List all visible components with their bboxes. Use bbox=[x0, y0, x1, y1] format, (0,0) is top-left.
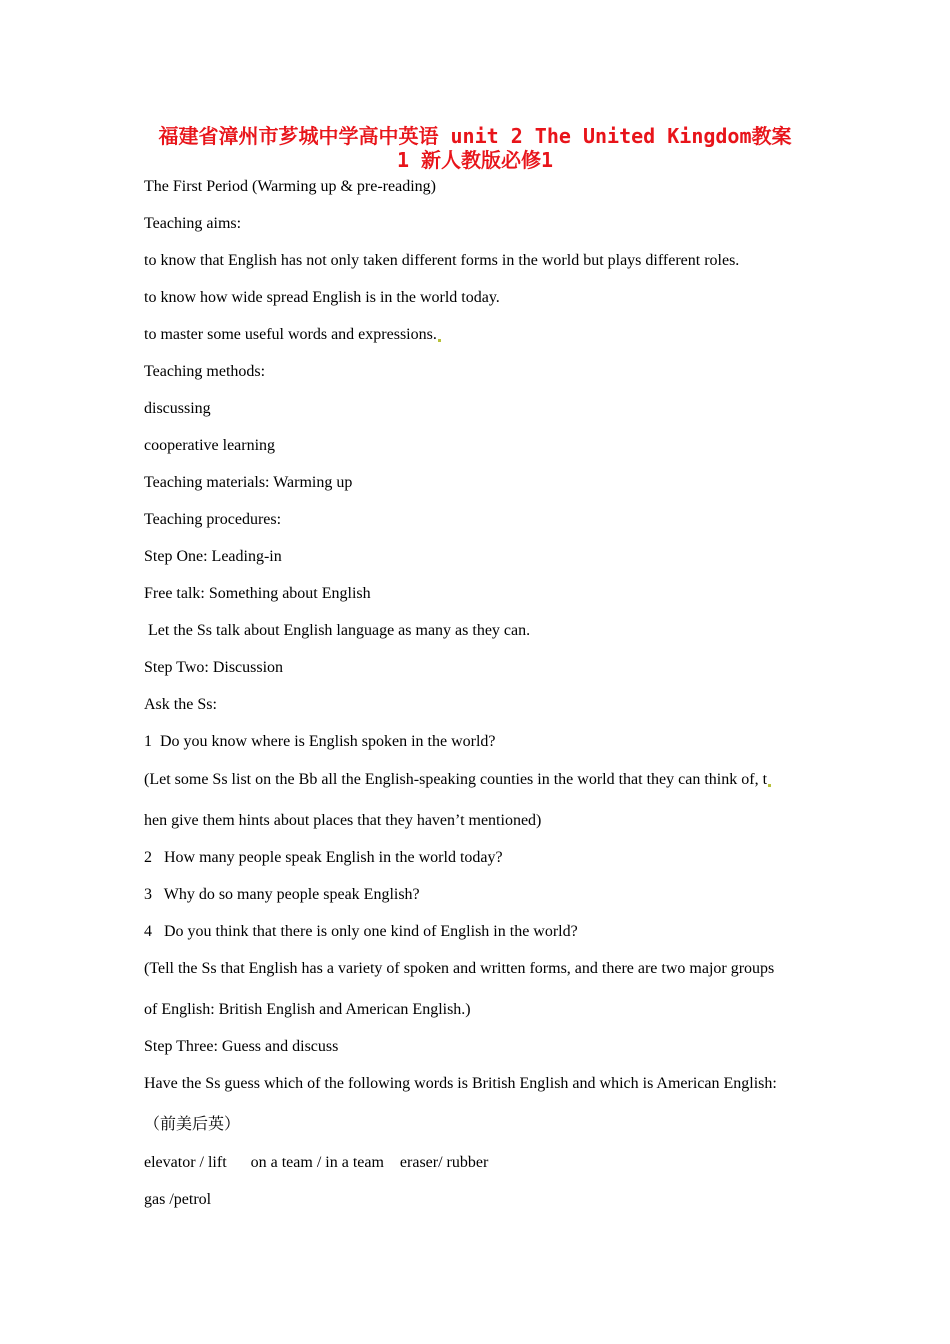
document-title-line-2: 1 新人教版必修1 bbox=[396, 148, 554, 172]
marker-dot bbox=[438, 339, 441, 342]
aim-item-2: to know how wide spread English is in the world today. bbox=[144, 289, 500, 306]
question-1: 1 Do you know where is English spoken in the world? bbox=[144, 733, 496, 750]
free-talk-instruction: Let the Ss talk about English language as many as they can. bbox=[144, 622, 531, 639]
teaching-materials: Teaching materials: Warming up bbox=[144, 474, 353, 491]
question-1-note-line-1-text: (Let some Ss list on the Bb all the English-speaking counties in the world that they can think of, t bbox=[144, 771, 768, 788]
question-4-note-line-1: (Tell the Ss that English has a variety of spoken and written forms, and there are two major groups bbox=[144, 960, 775, 977]
step-three-heading: Step Three: Guess and discuss bbox=[144, 1038, 339, 1055]
step-one-heading: Step One: Leading-in bbox=[144, 548, 282, 565]
word-pairs-row-1: elevator / lift on a team / in a team eraser/ rubber bbox=[144, 1154, 489, 1171]
aim-item-3 bbox=[144, 325, 442, 345]
period-heading: The First Period (Warming up & pre-reading) bbox=[144, 178, 436, 195]
teaching-aims-heading: Teaching aims: bbox=[144, 215, 242, 232]
step-two-heading: Step Two: Discussion bbox=[144, 659, 284, 676]
free-talk: Free talk: Something about English bbox=[144, 585, 371, 602]
method-item-2: cooperative learning bbox=[144, 437, 276, 454]
step-three-instruction: Have the Ss guess which of the following words is British English and which is American English: bbox=[144, 1075, 777, 1092]
question-1-note-line-1 bbox=[144, 770, 772, 790]
question-3: 3 Why do so many people speak English? bbox=[144, 886, 420, 903]
question-4-note-line-2: of English: British English and American English.) bbox=[144, 1001, 471, 1018]
ask-the-ss: Ask the Ss: bbox=[144, 696, 217, 713]
teaching-procedures-heading: Teaching procedures: bbox=[144, 511, 282, 528]
aim-item-1: to know that English has not only taken different forms in the world but plays different roles. bbox=[144, 252, 740, 269]
word-pairs-row-2: gas /petrol bbox=[144, 1191, 212, 1208]
teaching-methods-heading: Teaching methods: bbox=[144, 363, 266, 380]
question-1-note-line-2: hen give them hints about places that they haven’t mentioned) bbox=[144, 812, 542, 829]
note-american-before-british: （前美后英） bbox=[144, 1116, 241, 1133]
question-4: 4 Do you think that there is only one kind of English in the world? bbox=[144, 923, 578, 940]
aim-item-3-text: to master some useful words and expressions. bbox=[144, 326, 437, 343]
marker-dot bbox=[768, 784, 771, 787]
document-title-line-1: 福建省漳州市芗城中学高中英语 unit 2 The United Kingdom教案 bbox=[158, 124, 792, 148]
method-item-1: discussing bbox=[144, 400, 211, 417]
question-2: 2 How many people speak English in the world today? bbox=[144, 849, 503, 866]
